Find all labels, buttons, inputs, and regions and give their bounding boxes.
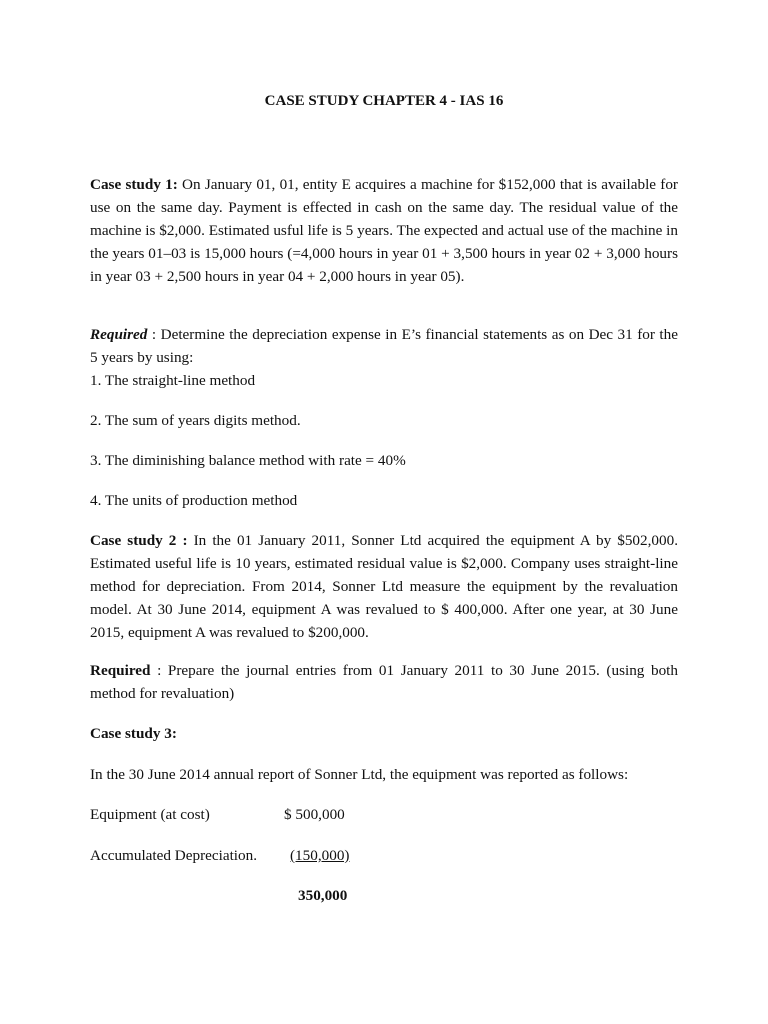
case3-intro: In the 30 June 2014 annual report of Sonner Ltd, the equipment was reported as follows: <box>90 766 629 783</box>
case2-required-text: : Prepare the journal entries from 01 January 2011 to 30 June 2015. (using both method for revaluation) <box>90 662 678 702</box>
case1-paragraph <box>90 173 678 288</box>
case2-required <box>90 659 678 705</box>
row-accumulated-depreciation-amount: (150,000) <box>290 847 350 864</box>
case1-method-3: 3. The diminishing balance method with rate = 40% <box>90 452 406 469</box>
row-accumulated-depreciation-label: Accumulated Depreciation. <box>90 847 257 864</box>
row-equipment-label: Equipment (at cost) <box>90 806 210 823</box>
case2-label: Case study 2 : <box>90 532 188 549</box>
case2-text: In the 01 January 2011, Sonner Ltd acquired the equipment A by $502,000. Estimated useful life is 10 years, estimated residual value is $2,000. Company uses straight-line method for depreciation. From 2014, Sonner Ltd measure the equipment by the revaluation model. At 30 June 2014, equipment A was revalued to $ 400,000. After one year, at 30 June 2015, equipment A was revalued to $200,000. <box>90 532 678 641</box>
case1-required-text: : Determine the depreciation expense in E’s financial statements as on Dec 31 for the 5 years by using: <box>90 326 678 366</box>
row-equipment-amount: $ 500,000 <box>284 806 345 823</box>
case1-label: Case study 1: <box>90 176 178 193</box>
case1-required-label: Required <box>90 326 148 343</box>
case2-paragraph <box>90 529 678 644</box>
case1-method-2: 2. The sum of years digits method. <box>90 412 301 429</box>
case1-method-1: 1. The straight-line method <box>90 372 256 389</box>
case1-text: On January 01, 01, entity E acquires a machine for $152,000 that is available for use on the same day. Payment is effected in cash on the same day. The residual value of the machine is $2,000. Estimated usful life is 5 years. The expected and actual use of the machine in the years 01–03 is 15,000 hours (=4,000 hours in year 01 + 3,500 hours in year 02 + 3,000 hours in year 03 + 2,500 hours in year 04 + 2,000 hours in year 05). <box>90 176 678 285</box>
case1-method-4: 4. The units of production method <box>90 492 298 509</box>
document-title: CASE STUDY CHAPTER 4 - IAS 16 <box>264 93 504 109</box>
case3-label-text: Case study 3: <box>90 725 177 742</box>
case2-required-label: Required <box>90 662 151 679</box>
case1-required <box>90 323 678 369</box>
case3-label <box>90 722 177 745</box>
net-book-value-total: 350,000 <box>298 887 348 904</box>
